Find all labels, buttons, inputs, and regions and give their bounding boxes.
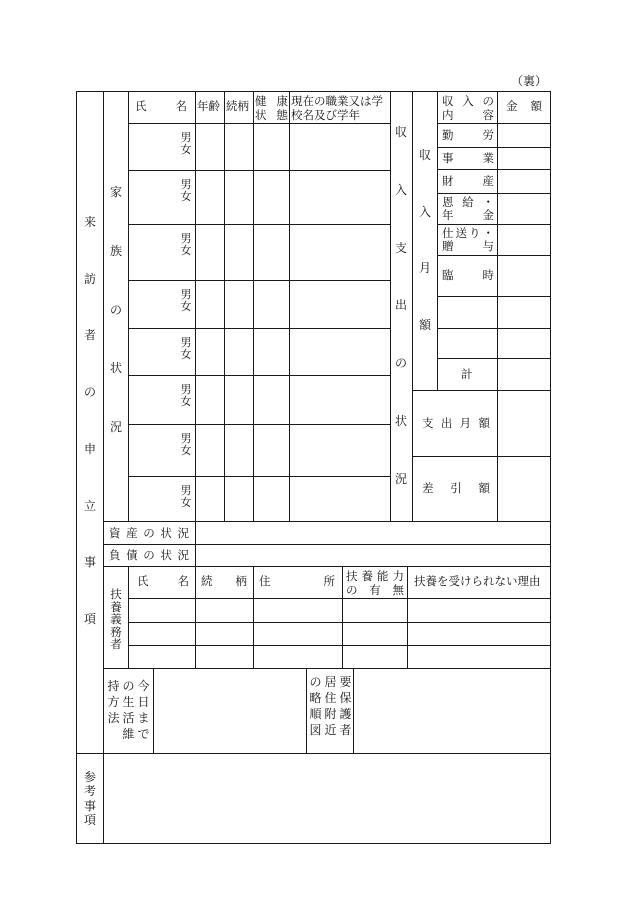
- family-row-male-marker: 男: [180, 288, 192, 301]
- income-item-label: 仕 送 り ・ 贈 与: [442, 226, 494, 253]
- supporter-reason-header: 扶養を受けられない理由: [414, 574, 541, 588]
- supporter-address-header: 住 所: [259, 574, 335, 588]
- expense-monthly-label: 支 出 月 額: [422, 416, 490, 430]
- family-age-header: 年齢: [197, 99, 220, 113]
- family-row-female-marker: 女: [180, 444, 192, 457]
- family-row-female-marker: 女: [180, 348, 192, 361]
- income-item-label: 事 業: [442, 151, 494, 165]
- family-row-male-marker: 男: [180, 484, 192, 497]
- income-content-header: 収 入 の 内 容: [442, 94, 494, 122]
- supporter-name-header: 氏 名: [137, 574, 189, 588]
- income-item-label: 臨 時: [442, 268, 494, 282]
- family-row-female-marker: 女: [180, 395, 192, 408]
- family-row-female-marker: 女: [180, 244, 192, 257]
- family-row-male-marker: 男: [180, 432, 192, 445]
- income-total-label: 計: [461, 367, 473, 381]
- supporter-relation-header: 続 柄: [201, 574, 247, 588]
- family-row-female-marker: 女: [180, 190, 192, 203]
- income-amount-header: 金 額: [506, 99, 542, 113]
- family-row-female-marker: 女: [180, 143, 192, 156]
- difference-label: 差 引 額: [422, 481, 490, 495]
- family-row-female-marker: 女: [180, 496, 192, 509]
- income-expense-label: 収 入 支 出 の 状 況: [394, 125, 407, 486]
- family-row-female-marker: 女: [180, 300, 192, 313]
- monthly-income-label: 収 入 月 額: [418, 148, 431, 332]
- applicant-statement-title: 来 訪 者 の 申 立 事 項: [83, 215, 96, 626]
- family-relation-header: 続柄: [226, 99, 249, 113]
- family-name-header: 氏 名: [135, 99, 187, 113]
- family-row-male-marker: 男: [180, 336, 192, 349]
- debts-label: 負 債 の 状 況: [109, 548, 189, 562]
- supporter-ability-header: 扶 養 能 力 の 有 無: [346, 569, 404, 597]
- residence-map-label: 要 保 護 者 居 住 附 近 の 略 順 図: [309, 675, 352, 737]
- income-item-label: 恩 給 ・ 年 金: [442, 195, 494, 222]
- family-row-male-marker: 男: [180, 131, 192, 144]
- supporters-label: 扶 養 義 務 者: [110, 587, 122, 651]
- notes-label: 参 考 事 項: [83, 770, 96, 827]
- income-item-label: 財 産: [442, 174, 494, 188]
- family-occupation-header: 現在の職業又は学校名及び学年: [291, 94, 383, 122]
- income-item-label: 勤 労: [442, 128, 494, 142]
- assets-label: 資 産 の 状 況: [109, 526, 189, 540]
- family-health-header: 健 康 状 態: [255, 94, 288, 122]
- family-status-label: 家 族 の 状 況: [109, 185, 122, 434]
- livelihood-method-label: 今 日 ま で の 生 活 維 持 方 法: [107, 679, 150, 741]
- family-row-male-marker: 男: [180, 178, 192, 191]
- family-row-male-marker: 男: [180, 232, 192, 245]
- family-row-male-marker: 男: [180, 383, 192, 396]
- page-label: （裏）: [511, 74, 548, 88]
